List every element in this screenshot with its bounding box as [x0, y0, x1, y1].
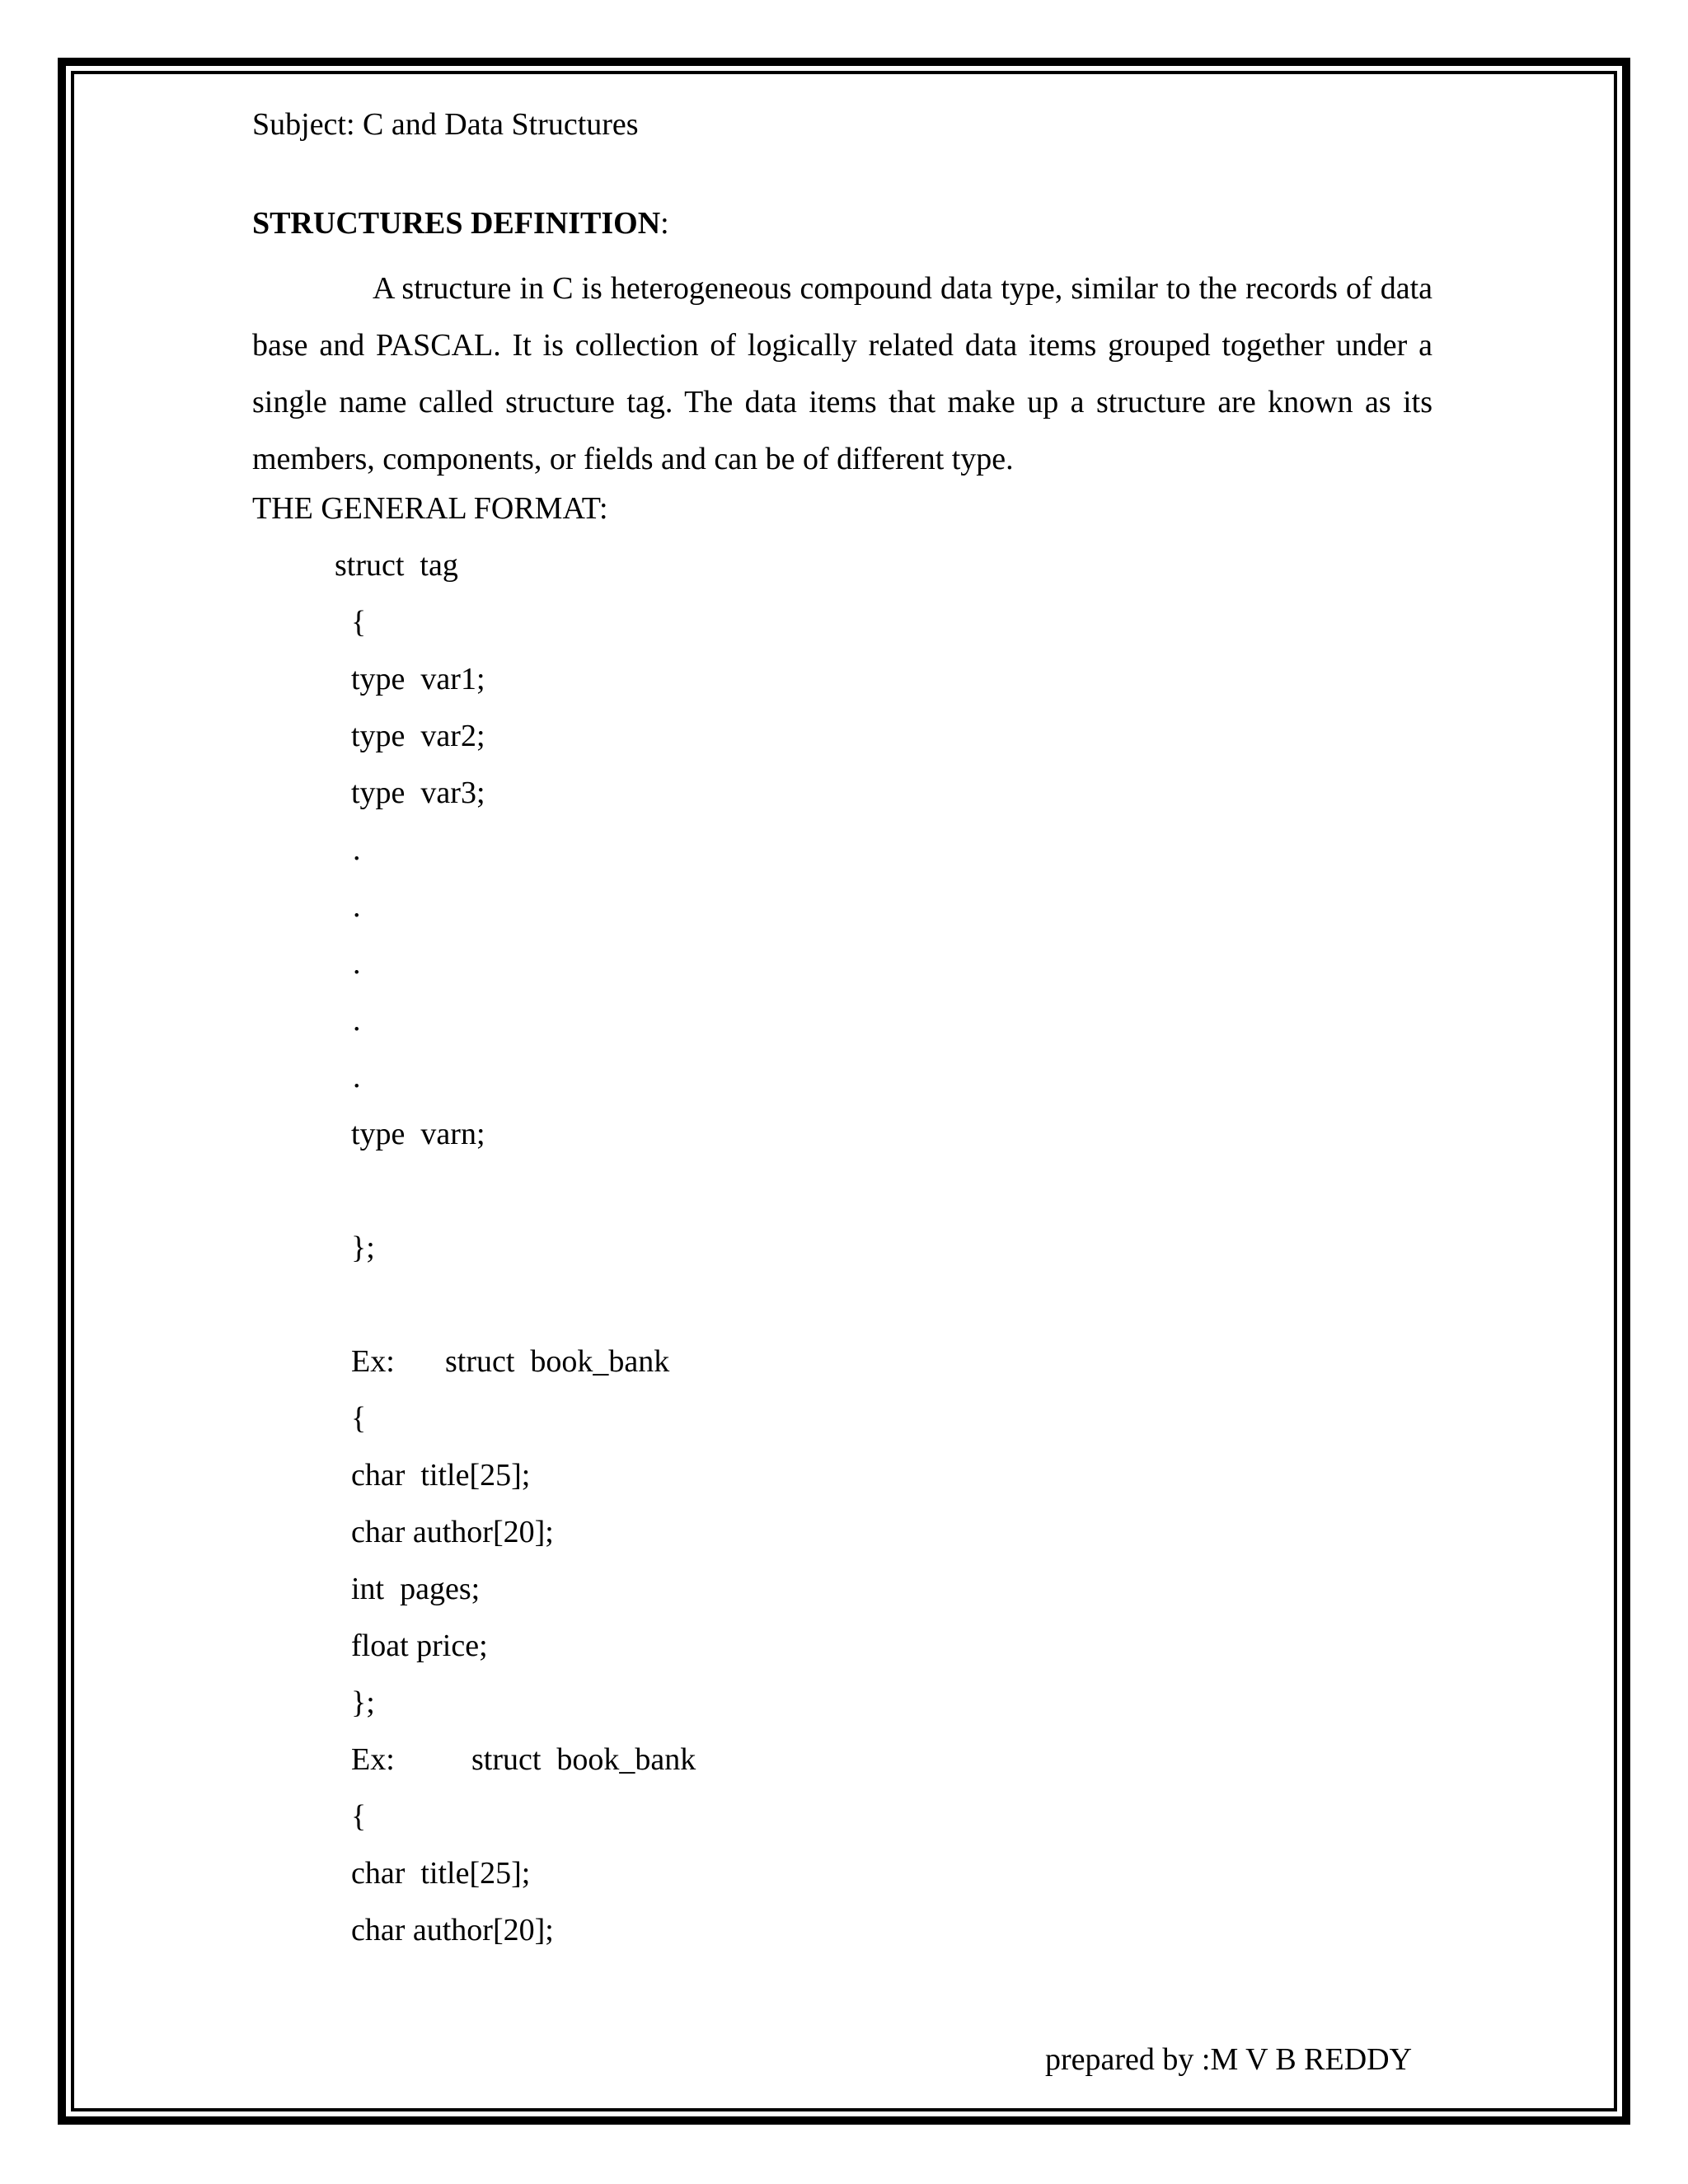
- subject-line: Subject: C and Data Structures: [252, 107, 639, 142]
- example1-decl: struct book_bank: [445, 1344, 670, 1379]
- code-line-var3: type var3;: [351, 776, 485, 810]
- code-line-dot: .: [353, 1060, 361, 1094]
- section-title-colon: :: [660, 206, 669, 241]
- section-heading: [252, 204, 669, 242]
- example2-member-author: char author[20];: [351, 1913, 554, 1947]
- example1-member-title: char title[25];: [351, 1458, 531, 1493]
- code-line-dot: .: [353, 832, 361, 867]
- code-line-close-brace: };: [351, 1230, 375, 1265]
- prepared-by-footer: prepared by :M V B REDDY: [1045, 2042, 1413, 2077]
- example1-label: Ex:: [351, 1344, 395, 1379]
- code-line-dot: .: [353, 889, 361, 924]
- example1-member-price: float price;: [351, 1629, 488, 1663]
- code-line-struct-tag: struct tag: [335, 548, 458, 583]
- example2-member-title: char title[25];: [351, 1856, 531, 1891]
- definition-paragraph: A structure in C is heterogeneous compound data type, similar to the records of data base and PASCAL. It is collection of logically related data items grouped together under a single name called structure tag. The data items that make up a structure are known as its members, components, or fields and can be of different type.: [252, 271, 1432, 476]
- example2-label: Ex:: [351, 1742, 395, 1777]
- example2-open-brace: {: [351, 1799, 367, 1834]
- code-line-dot: .: [353, 946, 361, 981]
- section-title: STRUCTURES DEFINITION: [252, 206, 661, 241]
- code-line-dot: .: [353, 1003, 361, 1038]
- example1-member-pages: int pages;: [351, 1572, 481, 1606]
- code-line-open-brace: {: [351, 605, 367, 640]
- example2-decl: struct book_bank: [471, 1742, 696, 1777]
- example1-close-brace: };: [351, 1685, 375, 1720]
- code-line-var1: type var1;: [351, 662, 485, 696]
- general-format-label: THE GENERAL FORMAT:: [252, 491, 608, 526]
- code-line-varn: type varn;: [351, 1117, 485, 1151]
- example1-open-brace: {: [351, 1401, 367, 1436]
- example1-member-author: char author[20];: [351, 1515, 554, 1549]
- code-line-var2: type var2;: [351, 719, 485, 753]
